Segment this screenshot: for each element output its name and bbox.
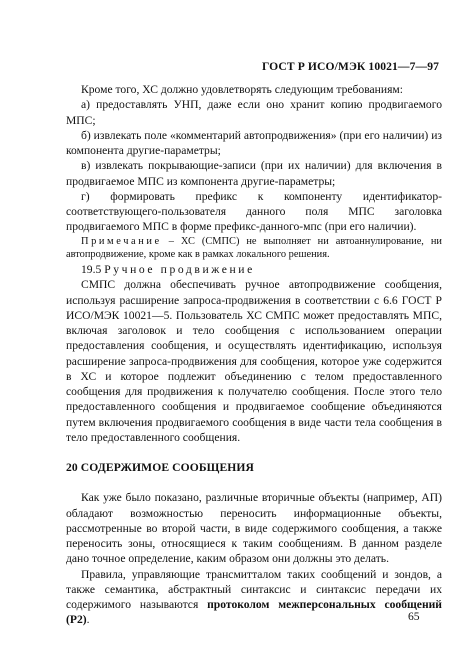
running-header: ГОСТ Р ИСО/МЭК 10021—7—97: [261, 60, 439, 73]
paragraph: Кроме того, ХС должно удовлетворять следующим требованиям:: [81, 83, 403, 96]
note-text: – ХС (СМПС) не выполняет ни автоаннулирование, ни автопродвижение, кроме как в рамках локального решения.: [66, 235, 442, 261]
note: [66, 235, 442, 263]
term-bold: протоколом межперсональных сообщений (Р2): [66, 598, 442, 627]
subsection-number: 19.5: [81, 263, 105, 277]
subsection-heading: [66, 262, 442, 277]
subsection-title: Ручное продвижение: [104, 263, 255, 277]
paragraph: [66, 567, 442, 628]
paragraph-end: .: [86, 613, 90, 627]
note-label: Примечание: [81, 235, 162, 247]
list-item-b: б) извлекать поле «комментарий автопродвижения» (при его наличии) из компонента другие-параметры;: [66, 128, 442, 157]
list-item-g: г) формировать префикс к компоненту идентификатор-соответствующего-пользователя данного поля МПС заголовка продвигаемого МПС в форме префикс-данного-мпс (при его наличии).: [66, 189, 442, 234]
paragraph: Как уже было показано, различные вторичные объекты (например, АП) обладают возможностью переносить информационные объекты, рассмотренные во второй части, в виде содержимого сообщения, а также переносить зоны, относящиеся к таким сообщениям. В данном разделе дано точное определение, каким образом они должны это делать.: [66, 491, 442, 566]
list-item-a: а) предоставлять УНП, даже если оно хранит копию продвигаемого МПС;: [66, 98, 442, 127]
page-number: 65: [408, 610, 420, 623]
section-heading: 20 СОДЕРЖИМОЕ СООБЩЕНИЯ: [66, 461, 255, 475]
list-item-v: в) извлекать покрывающие-записи (при их наличии) для включения в продвигаемое МПС из компонента другие-параметры;: [66, 159, 442, 188]
paragraph-text: Правила, управляющие трансмитталом таких сообщений и зондов, а также семантика, абстрактный синтаксис и синтаксис передачи их содержимого называются: [66, 567, 442, 612]
page-body: [66, 82, 442, 628]
paragraph: СМПС должна обеспечивать ручное автопродвижение сообщения, используя расширение запроса-продвижения в соответствии с 6.6 ГОСТ Р ИСО/МЭК 10021—5. Пользователь ХС СМПС может предоставлять МПС, включая заголовок и тело сообщения с использованием операции предоставления сообщения, и осуществлять идентификацию, используя расширение запроса-продвижения для сообщения, которое уже содержится в ХС и которое подлежит объединению с телом предоставленного сообщения для продвижения к получателю сообщения. После этого тело предоставленного сообщения и продвигаемое сообщение объединяются путем включения продвигаемого сообщения в виде части тела сообщения в тело предоставленного сообщения.: [66, 278, 442, 444]
